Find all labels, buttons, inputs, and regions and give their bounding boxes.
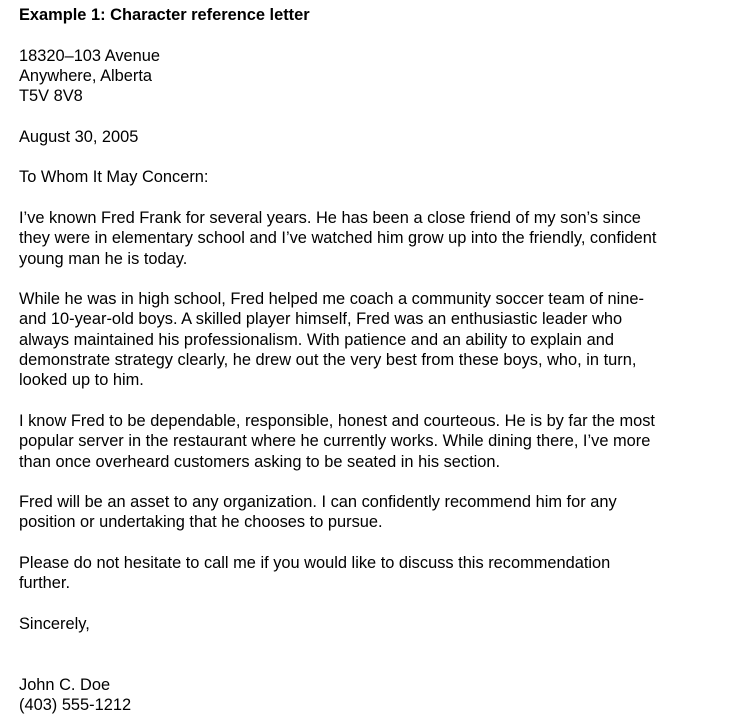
- paragraph-5: [19, 553, 734, 594]
- paragraph-line: and 10-year-old boys. A skilled player himself, Fred was an enthusiastic leader who: [19, 310, 623, 329]
- paragraph-line: young man he is today.: [19, 249, 188, 268]
- sender-address: [19, 46, 734, 107]
- signature-block: [19, 675, 734, 716]
- paragraph-line: further.: [19, 574, 71, 593]
- paragraph-line: position or undertaking that he chooses to pursue.: [19, 513, 383, 532]
- signature-space: [19, 634, 734, 675]
- paragraph-line: demonstrate strategy clearly, he drew out the very best from these boys, who, in turn,: [19, 351, 637, 370]
- closing: Sincerely,: [19, 614, 90, 633]
- letter-page: [19, 5, 734, 715]
- paragraph-line: I know Fred to be dependable, responsible, honest and courteous. He is by far the most: [19, 411, 655, 430]
- paragraph-line: they were in elementary school and I’ve watched him grow up into the friendly, confident: [19, 229, 657, 248]
- signer-phone: (403) 555-1212: [19, 696, 132, 715]
- paragraph-line: popular server in the restaurant where he currently works. While dining there, I’ve more: [19, 432, 651, 451]
- paragraph-1: [19, 208, 734, 269]
- salutation: To Whom It May Concern:: [19, 168, 209, 187]
- address-line-city: Anywhere, Alberta: [19, 66, 153, 85]
- paragraph-line: always maintained his professionalism. With patience and an ability to explain and: [19, 330, 614, 349]
- letter-date: August 30, 2005: [19, 127, 139, 146]
- address-line-postal: T5V 8V8: [19, 87, 83, 106]
- paragraph-line: While he was in high school, Fred helped me coach a community soccer team of nine-: [19, 290, 644, 309]
- address-line-street: 18320–103 Avenue: [19, 46, 160, 65]
- paragraph-line: I’ve known Fred Frank for several years. He has been a close friend of my son’s since: [19, 208, 641, 227]
- paragraph-line: than once overheard customers asking to be seated in his section.: [19, 452, 501, 471]
- paragraph-3: [19, 411, 734, 472]
- paragraph-2: [19, 289, 734, 390]
- paragraph-line: Please do not hesitate to call me if you would like to discuss this recommendation: [19, 554, 611, 573]
- letter-heading: Example 1: Character reference letter: [19, 6, 310, 24]
- signer-name: John C. Doe: [19, 675, 111, 694]
- paragraph-4: [19, 492, 734, 533]
- paragraph-line: looked up to him.: [19, 371, 144, 390]
- paragraph-line: Fred will be an asset to any organization. I can confidently recommend him for any: [19, 493, 617, 512]
